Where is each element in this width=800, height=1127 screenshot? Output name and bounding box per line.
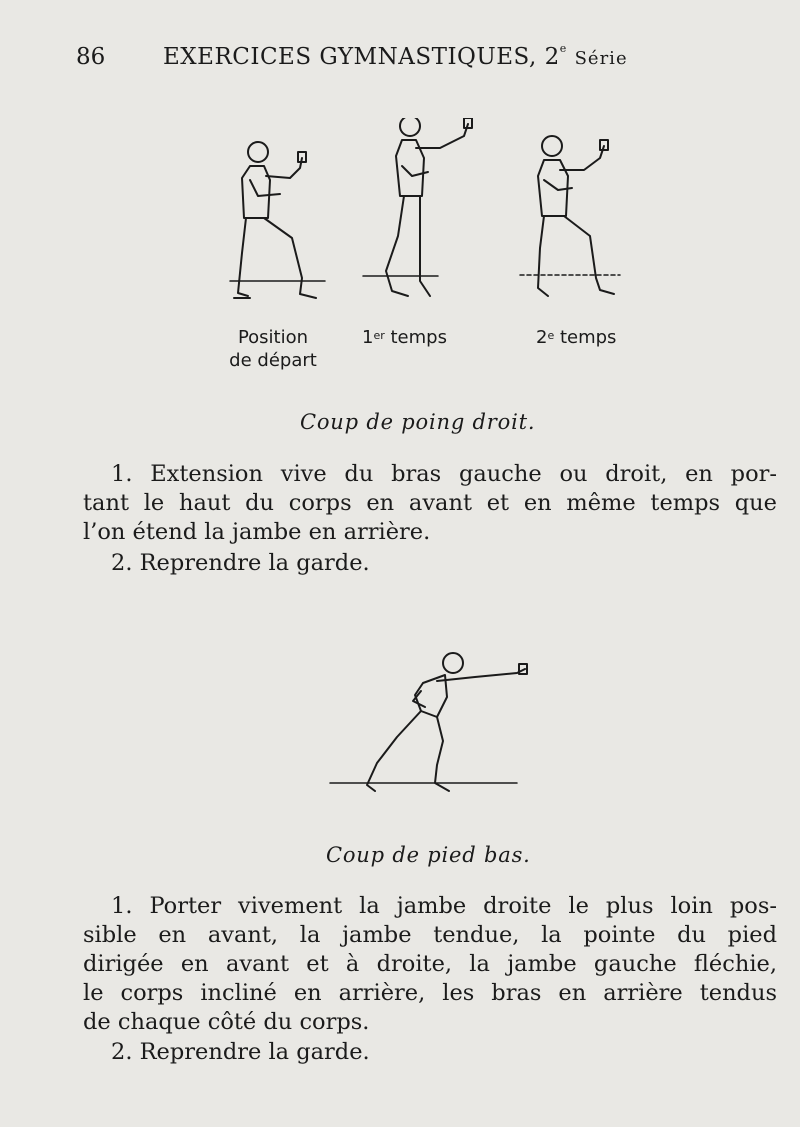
- kick-line-3: dirigée en avant et à droite, la jambe gauche fléchie,: [83, 951, 777, 977]
- running-title-main: EXERCICES GYMNASTIQUES, 2: [163, 44, 560, 70]
- stance-first-figure: [363, 118, 472, 296]
- caption-second-time: [536, 326, 646, 349]
- kick-line-5: de chaque côté du corps.: [83, 1009, 370, 1035]
- stance-second-figure: [520, 136, 620, 296]
- punch-line-2: tant le haut du corps en avant et en même temps que: [83, 490, 777, 516]
- kick-figure-illustration: [325, 645, 535, 805]
- running-header: [0, 44, 800, 76]
- caption-first-num: 1: [362, 327, 374, 348]
- caption-second-num: 2: [536, 327, 548, 348]
- kick-instruction-2: 2. Reprendre la garde.: [111, 1039, 370, 1065]
- caption-start-line1: Position: [237, 327, 309, 348]
- running-title-series: Série: [574, 48, 628, 69]
- punch-figure-illustration: [220, 118, 640, 318]
- running-title: [163, 44, 628, 70]
- punch-line-1: 1. Extension vive du bras gauche ou droit, en por-: [111, 461, 777, 487]
- kick-line-2: sible en avant, la jambe tendue, la pointe du pied: [83, 922, 777, 948]
- punch-instruction-1: [83, 460, 777, 547]
- caption-second-word: temps: [559, 327, 617, 348]
- kick-figure-drawing: [325, 645, 535, 805]
- kick-instruction-1: [83, 892, 777, 1037]
- punch-instruction-2: 2. Reprendre la garde.: [111, 550, 370, 576]
- caption-first-time: [362, 326, 472, 349]
- caption-second-sup: e: [547, 329, 555, 342]
- caption-first-sup: er: [373, 329, 385, 342]
- stance-start-figure: [230, 142, 325, 298]
- punch-figure-drawing: [220, 118, 640, 318]
- section-title-kick: Coup de pied bas.: [326, 843, 531, 867]
- section-title-punch: Coup de poing droit.: [300, 410, 536, 434]
- caption-start-position: [218, 326, 328, 372]
- punch-line-3: l’on étend la jambe en arrière.: [83, 519, 431, 545]
- caption-first-word: temps: [390, 327, 447, 348]
- kick-line-4: le corps incliné en arrière, les bras en arrière tendus: [83, 980, 777, 1006]
- caption-start-line2: de départ: [229, 350, 317, 371]
- page-number: 86: [76, 44, 106, 70]
- kick-line-1: 1. Porter vivement la jambe droite le plus loin pos-: [111, 893, 777, 919]
- running-title-sup: e: [559, 42, 567, 55]
